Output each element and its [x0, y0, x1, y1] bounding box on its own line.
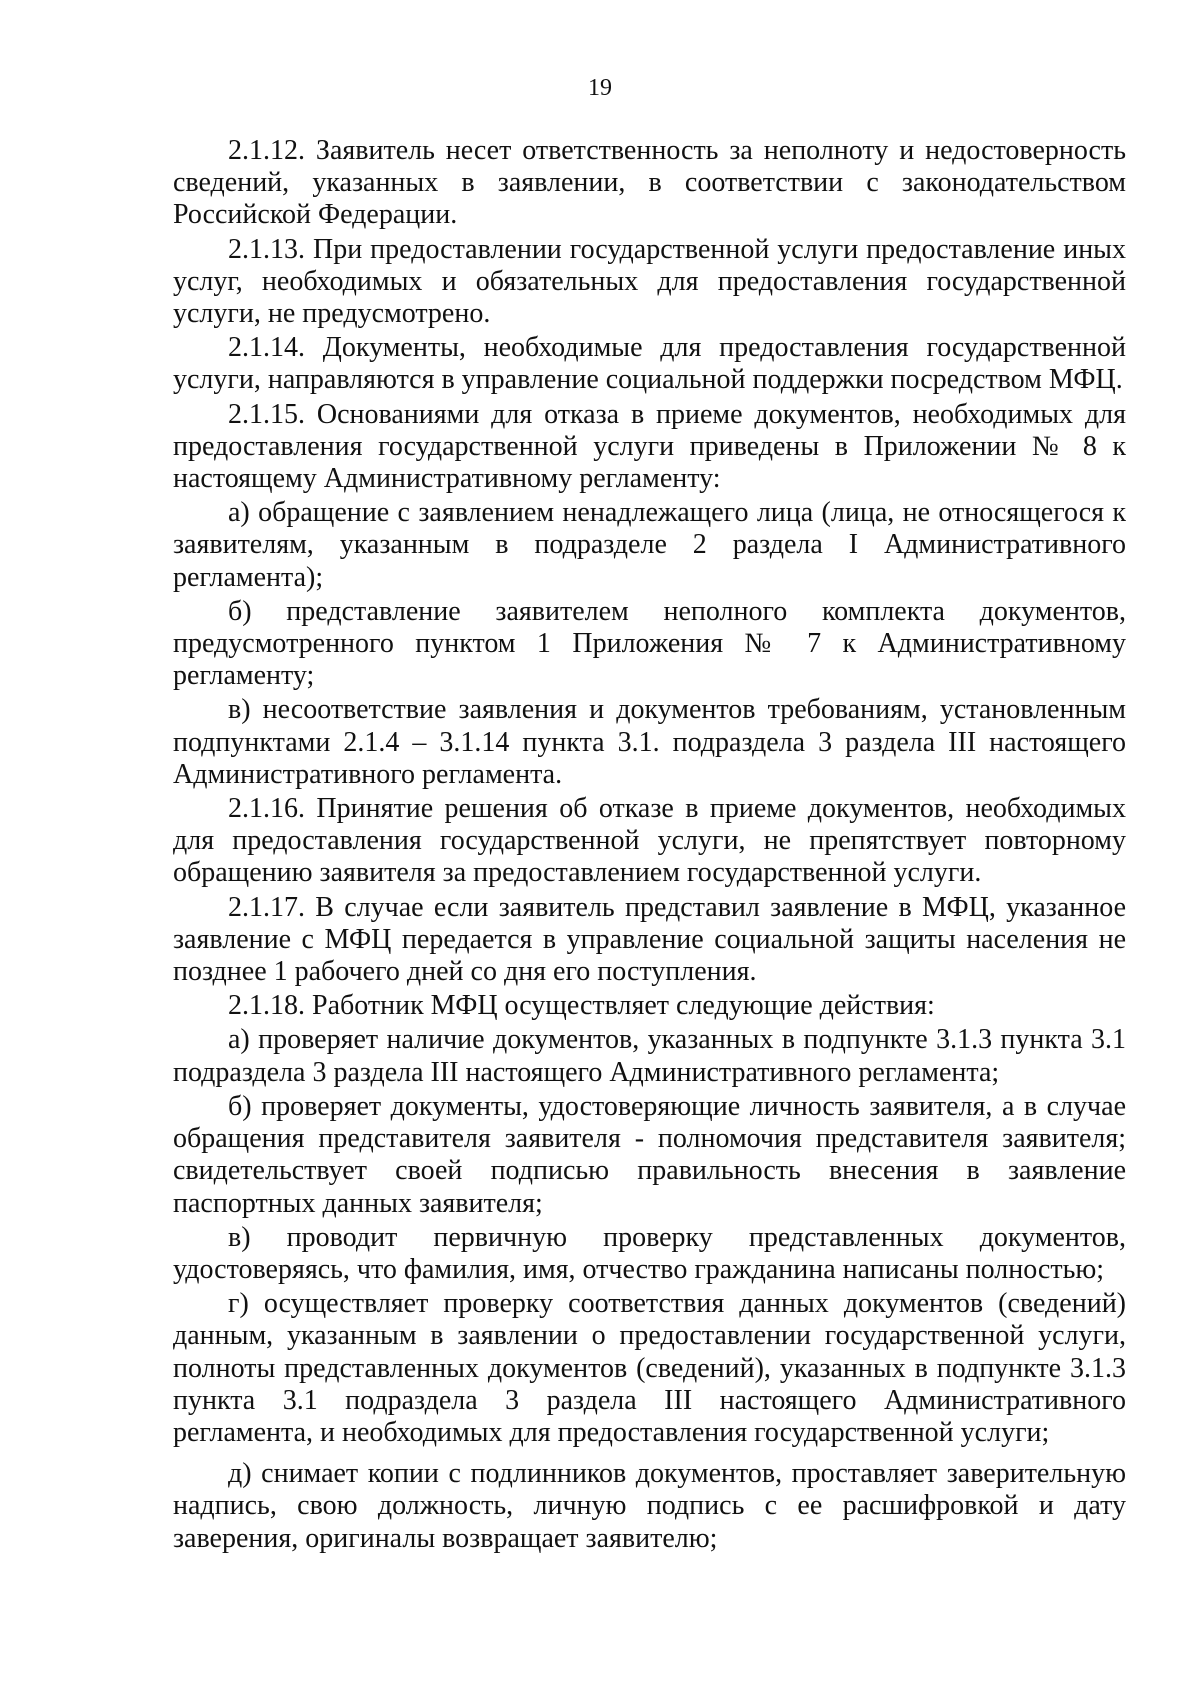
paragraph-2-1-16: 2.1.16. Принятие решения об отказе в приеме документов, необходимых для предоставления государственной услуги, не препятствует повторному обращению заявителя за предоставлением государственной услуги.: [173, 793, 1126, 889]
paragraph-2-1-15: 2.1.15. Основаниями для отказа в приеме документов, необходимых для предоставления государственной услуги приведены в Приложении № 8 к настоящему Административному регламенту:: [173, 398, 1126, 495]
paragraph-2-1-14: 2.1.14. Документы, необходимые для предоставления государственной услуги, направляются в управление социальной поддержки посредством МФЦ.: [173, 332, 1126, 396]
paragraph-2-1-17: 2.1.17. В случае если заявитель представил заявление в МФЦ, указанное заявление с МФЦ передается в управление социальной защиты населения не позднее 1 рабочего дней со дня его поступления.: [173, 891, 1126, 988]
list-item-a: а) проверяет наличие документов, указанных в подпункте 3.1.3 пункта 3.1 подраздела 3 раздела III настоящего Административного регламента;: [173, 1024, 1126, 1088]
list-item-b: б) представление заявителем неполного комплекта документов, предусмотренного пунктом 1 Приложения № 7 к Административному регламенту;: [173, 595, 1126, 692]
paragraph-2-1-13: 2.1.13. При предоставлении государственной услуги предоставление иных услуг, необходимых и обязательных для предоставления государственной услуги, не предусмотрено.: [173, 233, 1126, 330]
list-item-v: в) проводит первичную проверку представленных документов, удостоверяясь, что фамилия, имя, отчество гражданина написаны полностью;: [173, 1221, 1126, 1285]
list-item-g: г) осуществляет проверку соответствия данных документов (сведений) данным, указанным в заявлении о предоставлении государственной услуги, полноты представленных документов (сведений), указанных в подпункте 3.1.3 пункта 3.1 подраздела 3 раздела III настоящего Административного регламента, и необходимых для предоставления государственной услуги;: [173, 1288, 1126, 1448]
paragraph-2-1-18: 2.1.18. Работник МФЦ осуществляет следующие действия:: [228, 990, 935, 1022]
document-body: [173, 135, 1126, 1557]
list-item-b: б) проверяет документы, удостоверяющие личность заявителя, а в случае обращения представителя заявителя - полномочия представителя заявителя; свидетельствует своей подписью правильность внесения в заявление паспортных данных заявителя;: [173, 1090, 1126, 1219]
page-number: 19: [588, 75, 612, 101]
paragraph-2-1-12: 2.1.12. Заявитель несет ответственность за неполноту и недостоверность сведений, указанных в заявлении, в соответствии с законодательством Российской Федерации.: [173, 135, 1126, 231]
list-item-d: д) снимает копии с подлинников документов, проставляет заверительную надпись, свою должность, личную подпись с ее расшифровкой и дату заверения, оригиналы возвращает заявителю;: [173, 1458, 1126, 1554]
list-item-v: в) несоответствие заявления и документов требованиям, установленным подпунктами 2.1.4 – 3.1.14 пункта 3.1. подраздела 3 раздела III настоящего Административного регламента.: [173, 694, 1126, 790]
list-item-a: а) обращение с заявлением ненадлежащего лица (лица, не относящегося к заявителям, указанным в подразделе 2 раздела I Административного регламента);: [173, 497, 1126, 593]
